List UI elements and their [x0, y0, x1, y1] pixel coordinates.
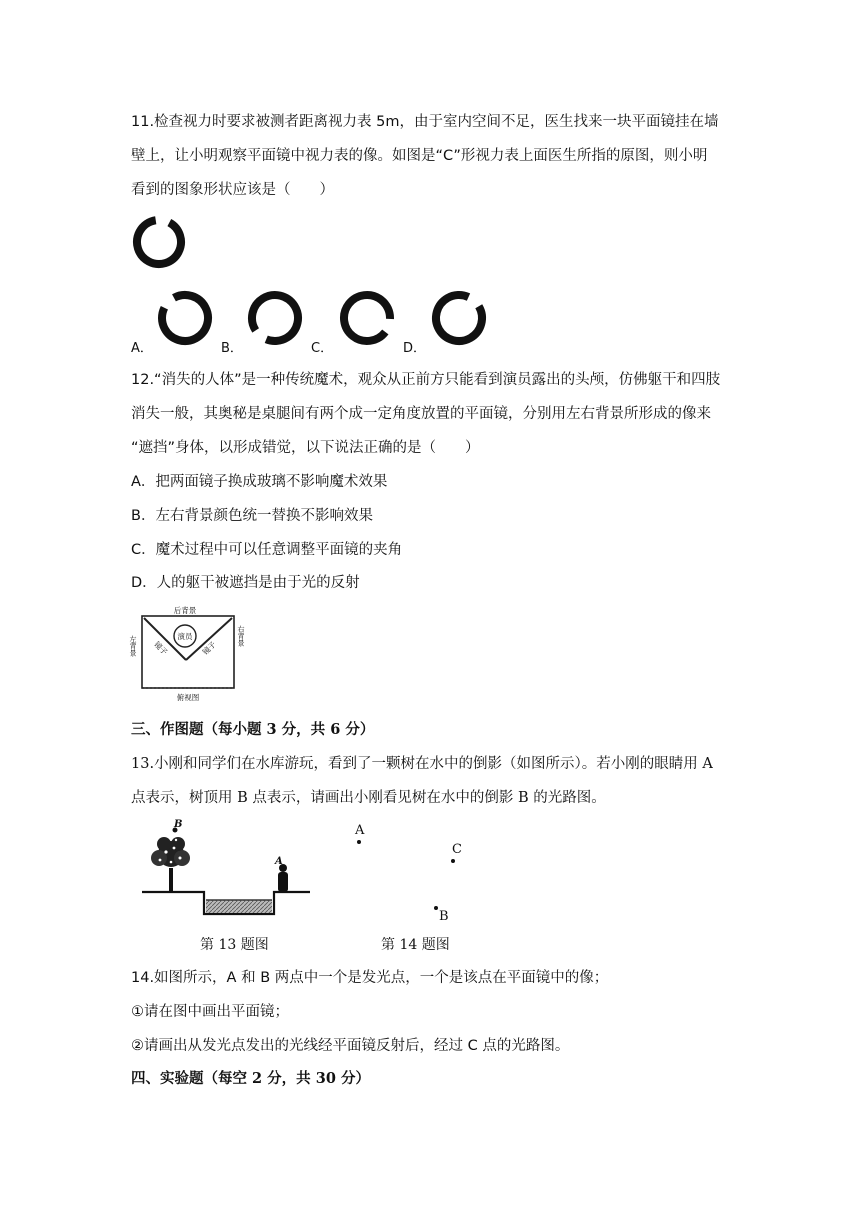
mirror-right-label: 镜子: [200, 639, 218, 657]
mirror-left-label: 镜子: [152, 639, 170, 657]
q12-line-1: 12.“消失的人体”是一种传统魔术，观众从正前方只能看到演员露出的头颅，仿佛躯干和四肢: [131, 372, 721, 388]
q11-line-3: 看到的图象形状应该是（ ）: [131, 182, 334, 198]
q14-points-figure: [350, 818, 470, 926]
q11-line-2: 壁上，让小明观察平面镜中视力表的像。如图是“C”形视力表上面医生所指的原图，则小明: [131, 148, 708, 164]
q12-option-a[interactable]: A．把两面镜子换成玻璃不影响魔术效果: [131, 474, 388, 490]
q11-option-a-label: A．: [131, 341, 153, 356]
c-ring-option-a-icon[interactable]: [156, 289, 214, 347]
actor-label: 演员: [177, 632, 193, 641]
q13-line-1: 13.小刚和同学们在水库游玩，看到了一颗树在水中的倒影（如图所示）。若小刚的眼睛用 A: [131, 756, 713, 772]
q14-figure-caption: 第 14 题图: [381, 937, 450, 953]
q14-label-a: A: [355, 823, 365, 838]
q11-option-b-label: B．: [221, 341, 243, 356]
left-bg-label: 左背景: [129, 635, 137, 657]
q14-line-3: ②请画出从发光点发出的光线经平面镜反射后，经过 C 点的光路图。: [131, 1038, 570, 1054]
q11-line-1: 11.检查视力时要求被测者距离视力表 5m，由于室内空间不足，医生找来一块平面镜挂在墙: [131, 114, 719, 130]
back-bg-label: 后背景: [173, 606, 197, 615]
q12-option-b[interactable]: B．左右背景颜色统一替换不影响效果: [131, 508, 373, 524]
right-bg-label: 右背景: [237, 625, 245, 647]
q11-option-d-label: D．: [403, 341, 427, 356]
magic-mirror-diagram: [128, 606, 248, 704]
q14-line-2: ①请在图中画出平面镜；: [131, 1004, 289, 1020]
q14-label-c: C: [452, 842, 462, 857]
q13-figure-caption: 第 13 题图: [200, 937, 269, 953]
q14-label-b: B: [439, 909, 449, 924]
q13-reservoir-figure: [140, 818, 312, 918]
q13-label-a: A: [275, 856, 283, 867]
q11-option-c-label: C．: [311, 341, 334, 356]
q12-line-3: “遮挡”身体，以形成错觉，以下说法正确的是（ ）: [131, 440, 480, 456]
c-ring-option-c-icon[interactable]: [338, 289, 396, 347]
top-view-label: 俯视图: [176, 693, 200, 702]
c-ring-original-icon: [131, 214, 187, 270]
section4-heading: 四、实验题（每空 2 分，共 30 分）: [131, 1070, 370, 1087]
section3-heading: 三、作图题（每小题 3 分，共 6 分）: [131, 721, 375, 738]
c-ring-option-b-icon[interactable]: [246, 289, 304, 347]
q13-line-2: 点表示，树顶用 B 点表示，请画出小刚看见树在水中的倒影 B 的光路图。: [131, 790, 606, 806]
q12-line-2: 消失一般，其奥秘是桌腿间有两个成一定角度放置的平面镜，分别用左右背景所形成的像来: [131, 406, 711, 422]
c-ring-option-d-icon[interactable]: [430, 289, 488, 347]
q13-label-b: B: [174, 819, 183, 830]
q12-option-d[interactable]: D．人的躯干被遮挡是由于光的反射: [131, 575, 360, 591]
q14-line-1: 14.如图所示，A 和 B 两点中一个是发光点，一个是该点在平面镜中的像；: [131, 970, 609, 986]
q12-option-c[interactable]: C．魔术过程中可以任意调整平面镜的夹角: [131, 542, 403, 558]
